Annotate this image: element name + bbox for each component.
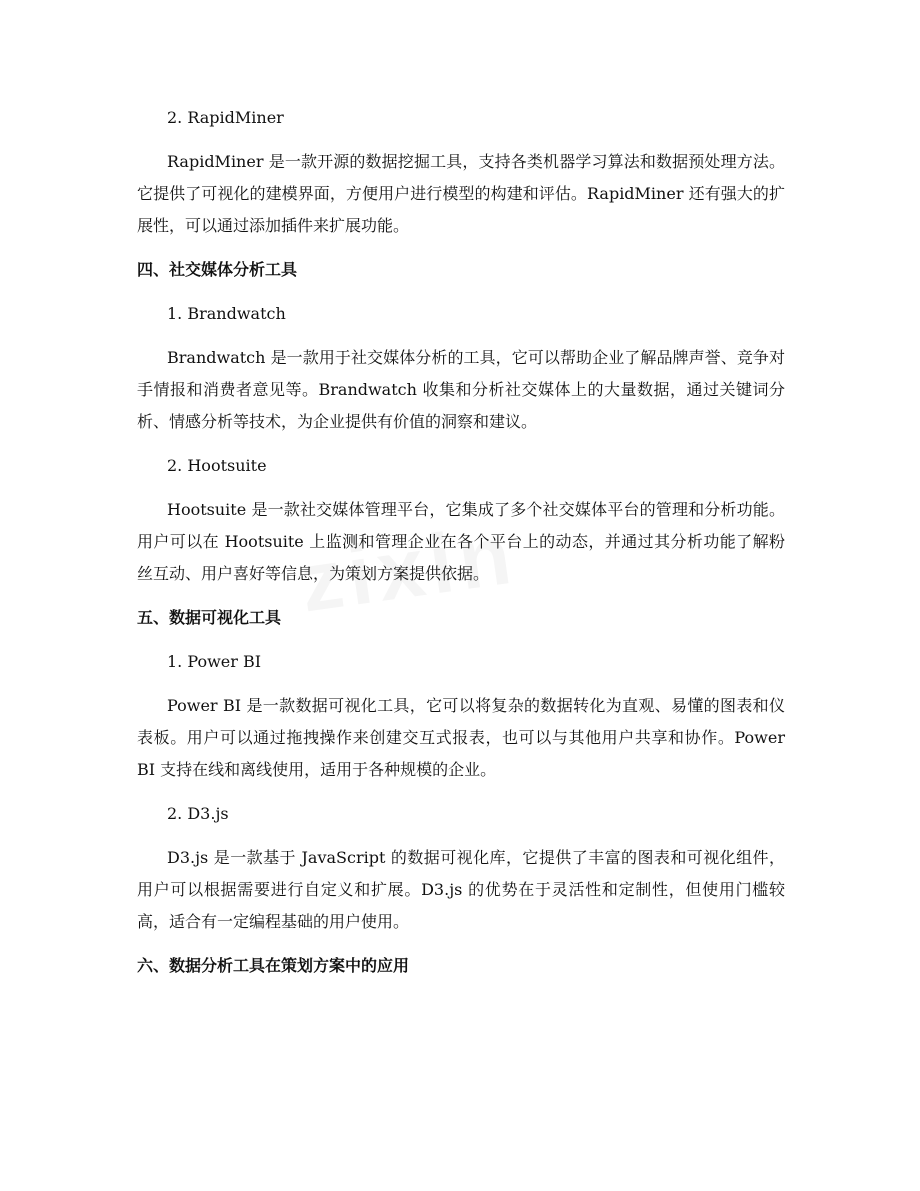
paragraph-brandwatch: Brandwatch 是一款用于社交媒体分析的工具，它可以帮助企业了解品牌声誉、竞争对手情报和消费者意见等。Brandwatch 收集和分析社交媒体上的大量数据，通过关键词分析、情感分析等技术，为企业提供有价值的洞察和建议。 xyxy=(137,348,785,431)
paragraph-hootsuite: Hootsuite 是一款社交媒体管理平台，它集成了多个社交媒体平台的管理和分析功能。用户可以在 Hootsuite 上监测和管理企业在各个平台上的动态，并通过其分析功能了解粉丝互动、用户喜好等信息，为策划方案提供依据。 xyxy=(137,500,785,583)
section-heading-application: 六、数据分析工具在策划方案中的应用 xyxy=(137,956,410,975)
section-heading-social-media: 四、社交媒体分析工具 xyxy=(137,260,298,279)
section-heading-visualization: 五、数据可视化工具 xyxy=(137,608,282,627)
subsection-title-rapidminer: 2. RapidMiner xyxy=(167,108,284,127)
paragraph-d3js: D3.js 是一款基于 JavaScript 的数据可视化库，它提供了丰富的图表和可视化组件，用户可以根据需要进行自定义和扩展。D3.js 的优势在于灵活性和定制性，但使用门槛较高，适合有一定编程基础的用户使用。 xyxy=(137,848,785,931)
subsection-title-brandwatch: 1. Brandwatch xyxy=(167,304,286,323)
paragraph-power-bi: Power BI 是一款数据可视化工具，它可以将复杂的数据转化为直观、易懂的图表和仪表板。用户可以通过拖拽操作来创建交互式报表，也可以与其他用户共享和协作。Power BI 支持在线和离线使用，适用于各种规模的企业。 xyxy=(137,696,785,779)
subsection-title-power-bi: 1. Power BI xyxy=(167,652,262,671)
document-body xyxy=(137,102,785,994)
subsection-title-d3js: 2. D3.js xyxy=(167,804,229,823)
paragraph-rapidminer: RapidMiner 是一款开源的数据挖掘工具，支持各类机器学习算法和数据预处理方法。它提供了可视化的建模界面，方便用户进行模型的构建和评估。RapidMiner 还有强大的扩展性，可以通过添加插件来扩展功能。 xyxy=(137,152,785,235)
subsection-title-hootsuite: 2. Hootsuite xyxy=(167,456,267,475)
